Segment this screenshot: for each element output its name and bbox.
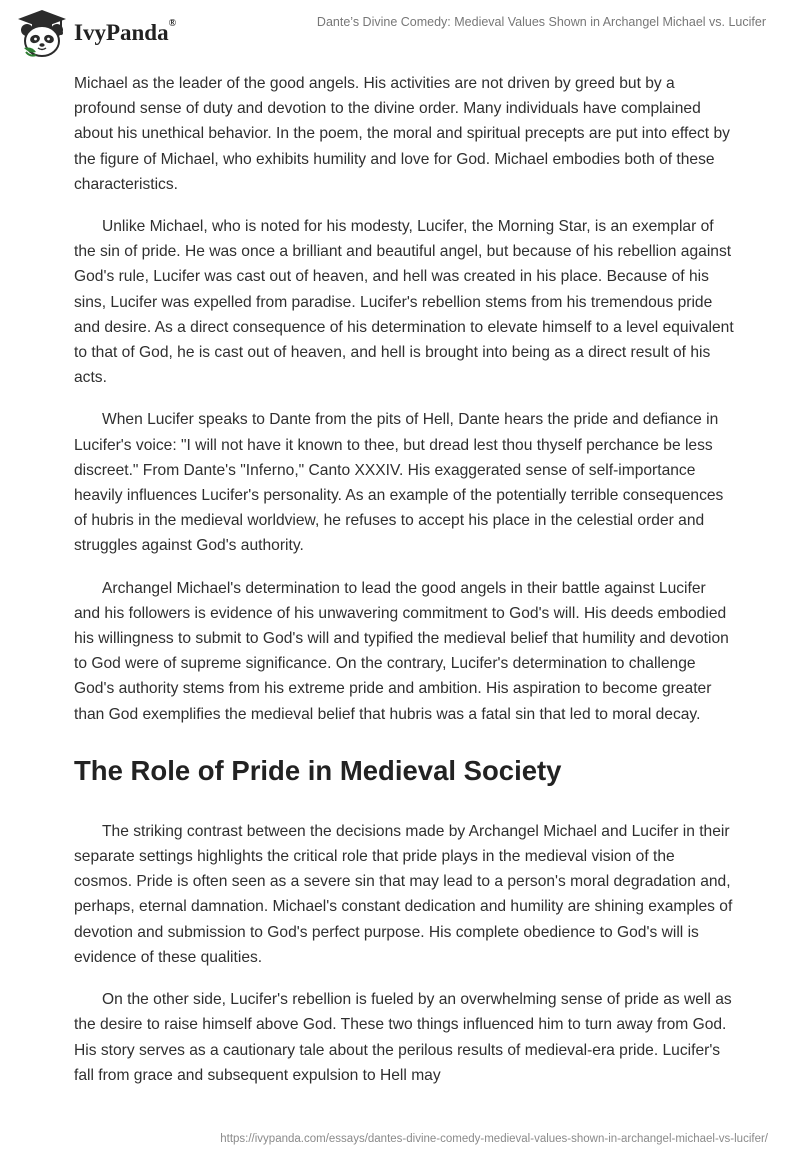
paragraph: On the other side, Lucifer's rebellion is fueled by an overwhelming sense of pride as well as the desire to raise himself above God. These two things influenced him to turn away from God. His story serves as a cautionary tale about the perilous results of medieval-era pride. Lucifer's fall from grace and subsequent expulsion to Hell may [74,991,732,1084]
document-title: Dante’s Divine Comedy: Medieval Values Shown in Archangel Michael vs. Lucifer [316,15,766,29]
essay-body [74,71,734,1105]
page-header [0,0,800,70]
registered-mark: ® [168,18,177,29]
source-url[interactable]: https://ivypanda.com/essays/dantes-divine-comedy-medieval-values-shown-in-archangel-michael-vs-lucifer/ [220,1133,768,1145]
paragraph: The striking contrast between the decisions made by Archangel Michael and Lucifer in their separate settings highlights the critical role that pride plays in the medieval vision of the cosmos. Pride is often seen as a severe sin that may lead to a person's moral degradation and, perhaps, eternal damnation. Michael's constant dedication and humility are shining examples of devotion and submission to God's perfect purpose. His complete obedience to God's will is evidence of these qualities. [74,822,733,966]
paragraph: Michael as the leader of the good angels. His activities are not driven by greed but by a profound sense of duty and devotion to the divine order. Many individuals have complained about his unethical behavior. In the poem, the moral and spiritual precepts are put into effect by the figure of Michael, who exhibits humility and love for God. Michael embodies both of these characteristics. [74,75,730,193]
paragraph: Unlike Michael, who is noted for his modesty, Lucifer, the Morning Star, is an exemplar of the sin of pride. He was once a brilliant and beautiful angel, but because of his rebellion against God's rule, Lucifer was cast out of heaven, and hell was created in his place. Because of his sins, Lucifer was expelled from paradise. Lucifer's rebellion stems from his tremendous pride and desire. As a direct consequence of his determination to elevate himself to a level equivalent to that of God, he is cast out of heaven, and hell is brought into being as a direct result of his acts. [74,218,734,387]
panda-graduate-icon [14,8,70,58]
ivypanda-logo[interactable] [14,8,176,58]
brand-name [74,20,176,46]
brand-text: IvyPanda [74,20,169,45]
paragraph: Archangel Michael's determination to lead the good angels in their battle against Lucifer and his followers is evidence of his unwavering commitment to God's will. His deeds embodied his willingness to submit to God's will and typified the medieval belief that humility and devotion to God were of supreme significance. On the contrary, Lucifer's determination to challenge God's authority stems from his extreme pride and ambition. His aspiration to become greater than God exemplifies the medieval belief that hubris was a fatal sin that led to moral decay. [74,579,729,723]
paragraph: When Lucifer speaks to Dante from the pits of Hell, Dante hears the pride and defiance in Lucifer's voice: "I will not have it known to thee, but dread lest thou thyself perchance be less discreet." From Dante's "Inferno," Canto XXXIV. His exaggerated sense of self-importance heavily influences Lucifer's personality. As an example of the potentially terrible consequences of hubris in the medieval worldview, he refuses to accept his place in the celestial order and struggles against God's authority. [74,411,724,555]
section-heading: The Role of Pride in Medieval Society [74,754,562,786]
